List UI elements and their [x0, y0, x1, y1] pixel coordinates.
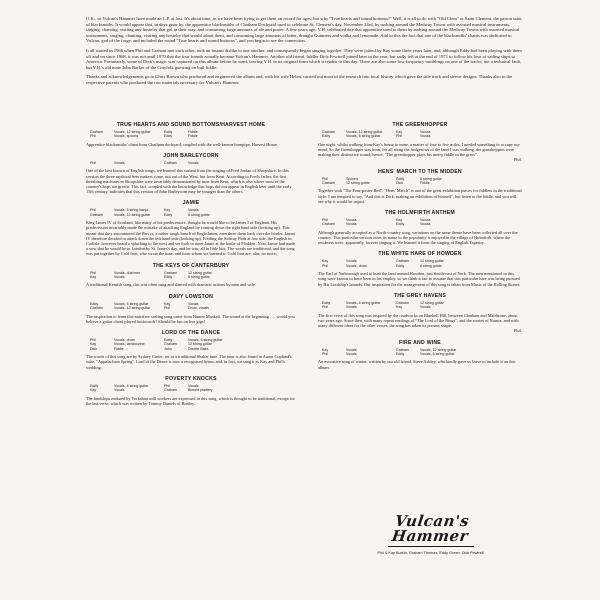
performer-role: Vocals [188, 383, 199, 388]
intro-paragraph: It all started in 1966 when Phil and Graham met each other, took an instant dislike to one another, and consequently began singing together. They were joined by Kay some three years later, and, although Eddy had been playing with them off and on since 1968, it was not until 1970 that the four friends actually became Vulcan's Hammer. Another old friend, fiddler Dick Fewtrell joined later in the year, but sadly left at the end of 1971 to follow his love of sailing ships to America. Fortunately, some of Dick's magic was captured on this album before he went, leaving V.H. in its original form which it retains to this day. There are also some low-frequency rumblings on one of the tracks, not a technical fault, but V.H.'s old mate John Barker of the Crayfolk guesting on bull fiddle. [86, 47, 522, 70]
performer-role: Vocals [346, 351, 357, 356]
performer-name: Phil [90, 270, 96, 275]
performer-role: Vocals [346, 222, 357, 227]
performer-name: Eddy [396, 263, 405, 268]
song-title: FIRE AND WINE [399, 339, 441, 346]
song-credits [322, 259, 522, 268]
performer-role: Vocals, drum [114, 337, 135, 342]
song-entry [318, 251, 522, 286]
performer-role: Vocals, 12 string guitar [114, 130, 151, 134]
performer-role: Vocals, 6 string guitar [188, 337, 223, 342]
performer-name: Phil [164, 306, 170, 311]
performer-role: Vocals, drum [346, 263, 367, 268]
song-credits [322, 130, 522, 139]
performer-name: Eddy [322, 134, 331, 139]
performer-role: Vocals [346, 305, 357, 310]
performer-name: Graham [396, 300, 409, 305]
performer-role: Vocals [420, 218, 431, 223]
song-description: A traditional Kentish song, this was often sung and danced with dramatic actions by man and wife. [86, 282, 256, 288]
song-entry [318, 293, 522, 334]
performer-name: Kay [90, 388, 97, 393]
performer-name: Eddy [396, 351, 405, 356]
performer-name: Graham [164, 270, 177, 275]
song-description: One night, whilst walking from Kay's house to mine, a matter of four to five miles, I needed something to occupy my mind. So the Greenhopper was born, for all along the hedgerows of the land I was walking, the grasshoppers were making their distinctive sound; hence, "The greenhopper plays his merry fiddle in the grass". [318, 141, 520, 158]
song-credits [322, 348, 522, 357]
song-credits [90, 302, 296, 311]
performer-role: 12 string guitar [188, 342, 212, 347]
performer-role: Vocals, 6 string guitar [420, 351, 455, 356]
performer-name: Kay [164, 301, 171, 306]
performer-name: Phil [322, 351, 328, 356]
song-title: THE HOLMFIRTH ANTHEM [385, 210, 455, 217]
performer-name: Eddy [90, 383, 99, 388]
band-logo [368, 514, 494, 544]
performer-role: Vocals, 12 string guitar [346, 130, 383, 134]
performer-name: Phil [90, 134, 96, 139]
song-entry [86, 263, 296, 288]
performer-role: Vocals [114, 275, 125, 280]
song-entry [318, 122, 522, 163]
performer-name: Kay [90, 275, 97, 280]
song-title: THE KEYS OF CANTERBURY [152, 262, 230, 269]
performer-role: Fiddle [420, 181, 430, 186]
song-entry [318, 210, 522, 245]
song-description: Apprentice blacksmiths' chant from Chatham dockyard, coupled with the well-known hornpipe, Harvest Home. [86, 141, 278, 147]
performer-name: Phil [90, 161, 96, 166]
note-signature: Phil. [513, 328, 522, 334]
performer-name: Graham [322, 181, 335, 186]
song-title: LORD OF THE DANCE [161, 329, 221, 336]
song-title: JAMIE [182, 200, 200, 207]
song-credits [322, 301, 522, 310]
song-title: HENS' MARCH TO THE MIDDEN [378, 168, 462, 175]
performer-name: Graham [164, 342, 177, 347]
song-description: The words of this song are by Sydney Carter, set to a traditional Shaker tune. The tune is also found in Aaron Copland's suite, "Appalachian Spring". Lord of the Dance is now a recognised hymn, and, in fact, we sang it as Kay and Phil's wedding. [86, 354, 292, 370]
performer-role: 6 string guitar [420, 176, 442, 181]
performer-name: Eddy [164, 275, 173, 280]
performer-name: Eddy [164, 337, 173, 342]
performer-role: 12 string guitar [346, 181, 370, 186]
performer-name: Phil [164, 383, 170, 388]
song-description: The inspiration to learn this narrative sealing song came from Hunter Muskett. The sound at the beginning . . . would you believe a guitar chord played backwards? Should be fun on live gigs! [86, 313, 295, 324]
song-title: THE GREY HAVENS [393, 292, 447, 299]
performer-name: Graham [164, 161, 177, 166]
performer-name: Kay [396, 218, 403, 223]
performer-name: Eddy [322, 300, 331, 305]
song-description: The first verse of this song was inspired by the roadworks on Bluebell Hill, between Chatham and Maidstone, about two years ago. Since then, with many repeat readings of "The Lord of the Rings", and the stories of Narnia, and with many different ideas for the other verses, the song has taken its present shape. [318, 312, 519, 329]
performer-role: 12 string guitar [420, 300, 444, 305]
performer-name: Phil [90, 208, 96, 213]
performer-name: Eddy [164, 130, 173, 134]
sleeve-intro [86, 16, 522, 90]
performer-name: John [164, 346, 172, 351]
performer-role: 6 string guitar [188, 212, 210, 217]
performer-role: 6 string guitar [188, 275, 210, 280]
performer-role: Vocals [188, 301, 199, 306]
performer-role: Vocals [114, 388, 125, 393]
performer-role: Vocals, 6 string guitar [114, 383, 149, 388]
logo-line-2: Hammer [390, 527, 470, 545]
performer-name: Graham [396, 259, 409, 264]
performer-role: Vocals [346, 218, 357, 223]
performer-role: Vocals, 6 string guitar [346, 300, 381, 305]
performer-role: Fiddle [188, 134, 198, 139]
performer-name: Phil [90, 337, 96, 342]
song-entry [86, 153, 296, 194]
performer-role: Vocals, 6 string guitar [346, 134, 381, 139]
performer-name: Graham [322, 130, 335, 134]
performer-name: Phil [322, 218, 328, 223]
performer-role: Vocals, 12 string guitar [420, 347, 457, 352]
right-track-notes [318, 122, 522, 376]
note-signature: Phil. [513, 157, 522, 163]
song-entry [86, 330, 296, 370]
performer-name: Eddy [396, 176, 405, 181]
performer-role: Drum, vocals [188, 306, 209, 311]
performer-role: Vocals, 6 string guitar [114, 301, 149, 306]
performer-role: Vocals [420, 305, 431, 310]
performer-name: Eddy [396, 222, 405, 227]
performer-role: Fiddle [114, 346, 124, 351]
performer-name: Phil [322, 176, 328, 181]
performer-role: Vocals [420, 134, 431, 139]
performer-name: Eddy [164, 134, 173, 139]
song-credits [90, 271, 296, 280]
performer-name: Graham [396, 347, 409, 352]
song-title: TRUE HEARTS AND SOUND BOTTOMS/HARVEST HOME [116, 122, 266, 128]
song-description: The Earl of Yarborough used to hunt the land around Howden, just South-east of York. The men mentioned in this song were known to have been in his employ, so we think it fair to assume that this particular hare was being pursued by His Lordship's hounds. Our inspiration for the arrangement of this song is taken from Music of the Rolling Stones. [318, 271, 521, 287]
song-entry [318, 169, 522, 204]
performer-name: Kay [322, 259, 329, 264]
performer-name: Graham [90, 130, 103, 134]
performer-role: Vocals [420, 222, 431, 227]
performer-role: Vocals, 12 string guitar [114, 306, 151, 311]
logo-divider [388, 546, 474, 547]
song-credits [90, 161, 296, 165]
song-entry [318, 340, 522, 370]
performer-role: Vocals, dulcimer [114, 270, 141, 275]
performer-role: Vocals [420, 130, 431, 134]
performer-role: Double Bass [188, 346, 209, 351]
song-title: JOHN BARLEYCORN [163, 153, 219, 160]
song-credits [90, 130, 296, 139]
performer-role: Bowed psaltery [188, 388, 213, 393]
performer-role: Spoons [346, 176, 359, 181]
performer-name: Kay [396, 305, 403, 310]
song-title: THE WHITE HARE OF HOWDEN [378, 251, 462, 258]
performer-role: Vocals [346, 259, 357, 264]
song-credits [90, 384, 296, 393]
song-description: An evocative song of winter, written by our old friend, Steve Ashley, who kindly gave us leave to include it on this album. [318, 359, 516, 370]
performer-name: Graham [90, 306, 103, 311]
performer-name: Phil [322, 263, 328, 268]
performer-name: Dick [90, 346, 97, 351]
song-description: Together with "The Four-poster Bed", "Hens' March" is one of the great exhibition pieces for fiddlers in the traditional style. I am tempted to say, "And this is Dick, making an exhibition of himself", but listen to the fiddle, and you will see why it would be unjust. [318, 188, 522, 204]
performer-name: Phil [322, 305, 328, 310]
song-description: One of the best known of English songs, we learned this variant from the singing of Fred Jordan of Shropshire. In this version the three mythical beer makers come, not out of the West, but from Kent. According to Fred's father, the first threshing machines in Shropshire were invariably demonstrated by men from Kent, which is also where most of the country's hops are grown. This fact, coupled with the knowledge that hops did not appear in English beer until the early 15th century, indicates that this version of John Barleycorn may be younger than the others. [86, 168, 292, 195]
song-description: The hardships endured by Yorkshire mill workers are expressed in this song, which is thought to be traditional, except for the last verse, which was written by Tommy Daniels of Bratley. [86, 395, 295, 406]
performer-name: Kay [396, 130, 403, 134]
performer-name: Graham [90, 212, 103, 217]
performer-name: Kay [322, 347, 329, 352]
song-credits [90, 338, 296, 351]
left-track-notes [86, 122, 296, 412]
performer-name: Graham [322, 222, 335, 227]
song-title: THE GREENHOPPER [392, 122, 448, 128]
band-logo-block [370, 514, 492, 556]
performer-name: Graham [164, 388, 177, 393]
song-title: POVERTY KNOCKS [165, 375, 217, 382]
intro-paragraph: O.K., so Vulcan's Hammer have made an L.P. at last. It's about time, as we have been trying to get them on record for ages; but why "True hearts and sound bottoms?" Well, it is all to do with "Old Clem" or Saint Clement, the patron saint of blacksmiths. It would appear that, in days gone by, the apprentice blacksmiths of Chatham Dockyard used to celebrate St. Clement's day, November 23rd, by rushing around the Medway Towns with assorted musical instruments, singing, chanting, visiting any hostelry that got in their way, and consuming large amounts of ale and porter. A few years ago, V.H. celebrated day that apprentice used to them by rushing around the Medway Towns with assorted musical instruments, singing, chanting, visiting any hostelry that would admit them, and consuming large amounts of bitter, draught Guinness and vodka and lemonade. Add to this the fact that one of the blacksmiths' chants was dedicated to Vulcan, god of the forge, and included the round "True hearts and sound bottoms", and you begin to see the connection. [86, 16, 522, 44]
performer-role: Vocals [114, 161, 125, 166]
performer-role: 12 string guitar [420, 259, 444, 264]
performer-name: Eddy [164, 212, 173, 217]
performer-name: Kay [90, 342, 97, 347]
performer-role: Vocals [188, 161, 199, 166]
song-credits [322, 218, 522, 227]
performer-role: Vocals, tambourine [114, 342, 145, 347]
performer-role: Vocals, 6 string banjo [114, 208, 149, 213]
performer-role: 12 string guitar [188, 270, 212, 275]
performer-name: Phil [396, 134, 402, 139]
performer-role: Vocals [346, 347, 357, 352]
performer-role: Vocals [188, 208, 199, 213]
song-entry [86, 294, 296, 324]
performer-role: Fiddle [188, 130, 198, 134]
song-entry [86, 122, 296, 147]
intro-paragraph: Thanks and acknowledgements go to Chris Brown who produced and engineered the album and, with his wife Helen, carried out most of the research into local history which gave the title track and sleeve designs. Thanks also to the respective parents who produced the raw materials necessary for Vulcan's Hammer. [86, 74, 513, 85]
song-description: Although generally accepted as a North-country song, variations on the same theme have been collected all over the country. This particular version owes its name to the popularity it enjoyed in the village of Holmfirth, where the renderers were, apparently, forever singing it. We learned it from the singing of English Tapestry. [318, 229, 518, 246]
performer-name: Eddy [90, 301, 99, 306]
song-entry [86, 376, 296, 406]
song-entry [86, 200, 296, 256]
performer-name: Dick [396, 181, 403, 186]
song-title: DAVY LOWSTON [168, 293, 214, 300]
song-credits [322, 177, 522, 186]
performer-role: 6 string guitar [420, 263, 442, 268]
song-description: King James IV of Scotland, like many of his predecessors, thought he would like to be James I of England. His predecessors invariably made the mistake of attacking England by coming down the right hand side (looking up). This meant that they encountered the Percys, a rather tough bunch of Englishmen, men three them back over the border. James IV therefore decided to attack down the left hand side (looking up). Fording the Solway Firth at low tide, the English in Carlisle, however heard a splashing to the west and set forth to meet Jamie at the battle of Flodden. Now, Jamie had made a vow that he would be in London by St. James's day, and he was; all in little bits. The words are traditional, and the song was put together by Cold Iron, who wrote the tune, and from whom we learned it. Cold Iron are, alas, no more. [86, 220, 296, 257]
song-credits [90, 208, 296, 217]
performer-role: Vocals, 12 string guitar [114, 212, 151, 217]
performer-name: Kay [164, 208, 171, 213]
performer-role: Vocals, spoons [114, 134, 139, 139]
band-members: Phil & Kay Burkin, Graham Thomas, Eddy Green, Dick Fewtrell. [377, 551, 485, 555]
logo-line-1: Vulcan's [393, 512, 471, 530]
